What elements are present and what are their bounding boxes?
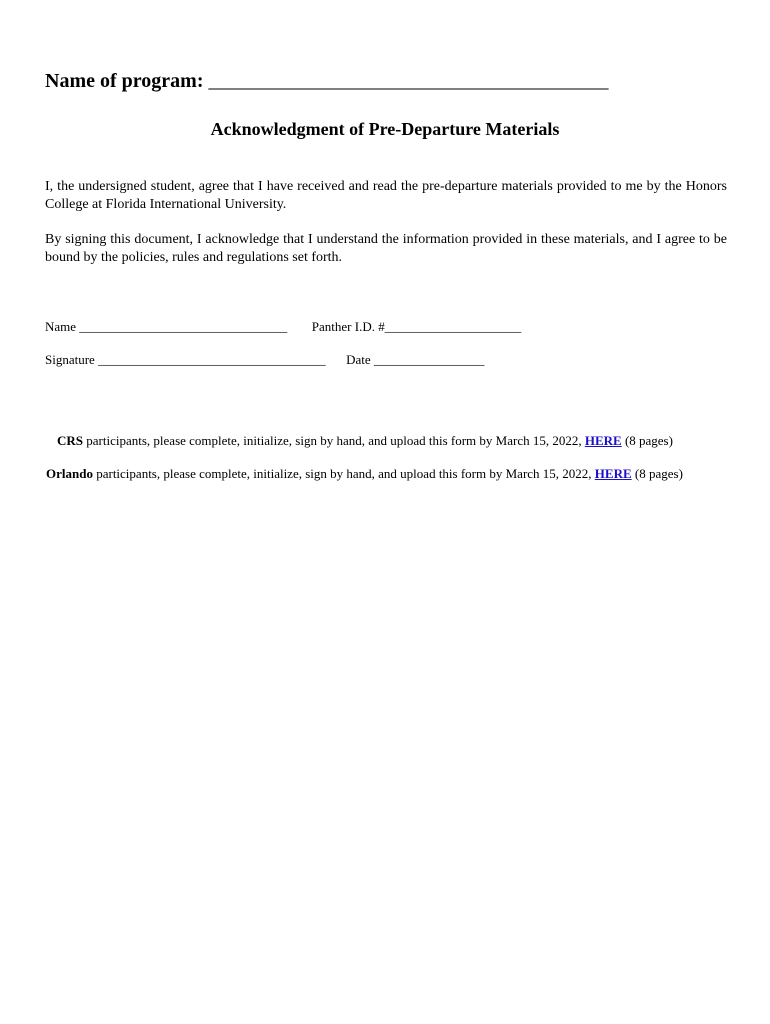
crs-upload-link[interactable]: HERE (584, 433, 622, 448)
date-field[interactable]: _________________ (373, 352, 485, 367)
orlando-group-label: Orlando (46, 466, 93, 481)
orlando-upload-notice (46, 466, 683, 482)
name-field[interactable]: ________________________________ (79, 319, 288, 334)
orlando-notice-text: participants, please complete, initialize, sign by hand, and upload this form by March 15, 2022, (92, 466, 595, 481)
name-label: Name (45, 319, 77, 334)
crs-group-label: CRS (57, 433, 84, 448)
document-title: Acknowledgment of Pre-Departure Materials (210, 119, 560, 139)
name-id-row (45, 319, 521, 335)
panther-id-label: Panther I.D. # (311, 319, 385, 334)
crs-page-count: (8 pages) (621, 433, 673, 448)
program-name-line (45, 70, 608, 93)
orlando-page-count: (8 pages) (631, 466, 683, 481)
date-label: Date (346, 352, 371, 367)
signature-label: Signature (45, 352, 95, 367)
signature-date-row (45, 352, 484, 368)
acknowledgement-paragraph: By signing this document, I acknowledge that I understand the information provided in these materials, and I agree to be bound by the policies, rules and regulations set forth. (45, 232, 727, 265)
signature-field[interactable]: ___________________________________ (98, 352, 326, 367)
crs-upload-notice (57, 433, 673, 449)
panther-id-field[interactable]: _____________________ (384, 319, 522, 334)
program-name-label: Name of program: (45, 70, 204, 92)
agreement-paragraph: I, the undersigned student, agree that I have received and read the pre-departure materials provided to me by the Honors College at Florida International University. (45, 179, 727, 212)
orlando-upload-link[interactable]: HERE (594, 466, 632, 481)
program-name-blank[interactable]: ________________________________________ (208, 70, 609, 92)
crs-notice-text: participants, please complete, initialize, sign by hand, and upload this form by March 15, 2022, (83, 433, 585, 448)
